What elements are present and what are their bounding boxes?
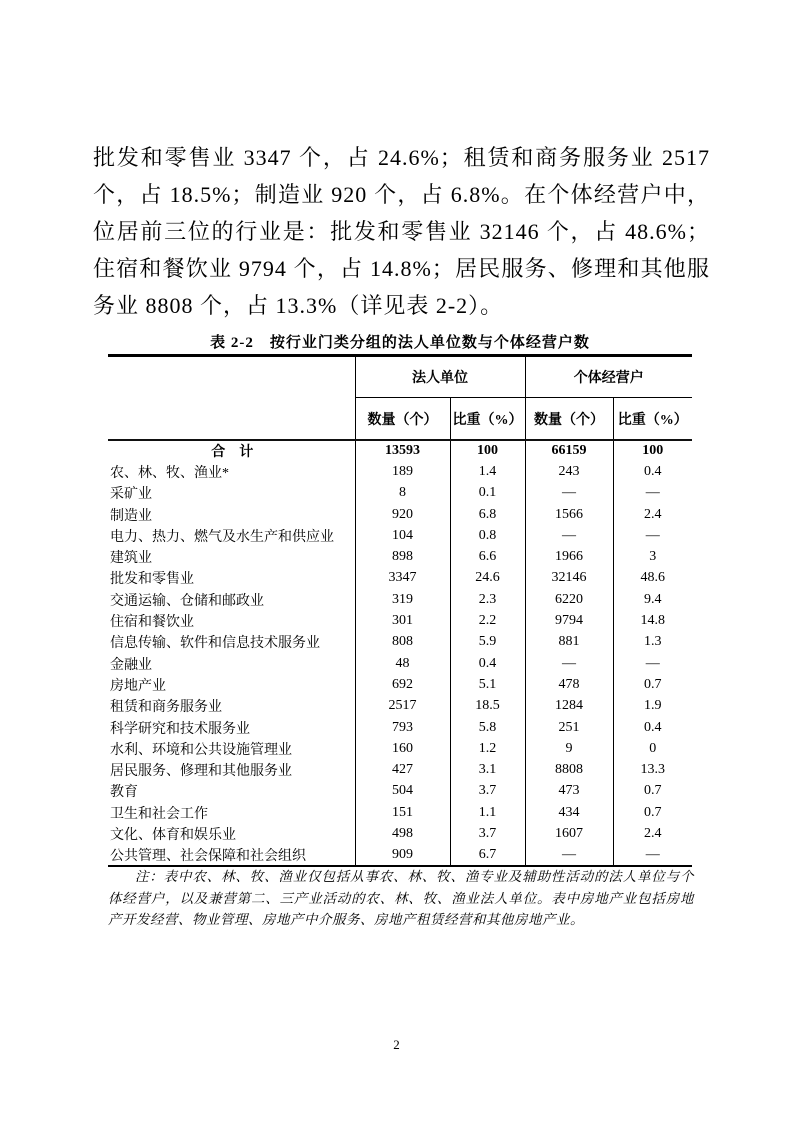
row-label: 金融业 <box>110 657 152 673</box>
value-cell: 48 <box>355 653 450 674</box>
table-row <box>108 823 692 844</box>
value-cell: 5.9 <box>450 632 525 653</box>
table-note: 注：表中农、林、牧、渔业仅包括从事农、林、牧、渔专业及辅助性活动的法人单位与个体经营户，以及兼营第二、三产业活动的农、林、牧、渔业法人单位。表中房地产业包括房地产开发经营、物业管理、房地产中介服务、房地产租赁经营和其他房地产业。 <box>108 869 694 927</box>
table-row <box>108 696 692 717</box>
value-cell: 160 <box>355 738 450 759</box>
value-cell: 104 <box>355 525 450 546</box>
column-group-legal-units: 法人单位 <box>355 356 525 398</box>
value-cell: — <box>613 525 692 546</box>
value-cell: 6220 <box>525 589 613 610</box>
row-label: 水利、环境和公共设施管理业 <box>110 742 292 758</box>
value-cell: — <box>613 845 692 866</box>
value-cell: 0.7 <box>613 802 692 823</box>
header-group-row <box>108 356 692 398</box>
page-number: 2 <box>393 1037 400 1052</box>
row-label: 租赁和商务服务业 <box>110 700 222 716</box>
row-label: 交通运输、仓储和邮政业 <box>110 593 264 609</box>
subheader-self-count: 数量（个） <box>525 398 613 441</box>
value-cell: 9794 <box>525 610 613 631</box>
body-paragraph: 批发和零售业 3347 个，占 24.6%；租赁和商务服务业 2517 个，占 18.5%；制造业 920 个，占 6.8%。在个体经营户中，位居前三位的行业是：批发和零售业 32146 个，占 48.6%；住宿和餐饮业 9794 个，占 14.8%；居民服务、修理和其他服务业 8808 个，占 13.3%（详见表 2-2）。 <box>93 145 710 318</box>
row-label: 文化、体育和娱乐业 <box>110 827 236 843</box>
value-cell: 0.4 <box>450 653 525 674</box>
value-cell: 0.8 <box>450 525 525 546</box>
row-label: 制造业 <box>110 508 152 524</box>
value-cell: 319 <box>355 589 450 610</box>
value-cell: 6.8 <box>450 504 525 525</box>
row-label: 信息传输、软件和信息技术服务业 <box>110 636 320 652</box>
table-row <box>108 717 692 738</box>
value-cell: 2.4 <box>613 504 692 525</box>
value-cell: 0.7 <box>613 781 692 802</box>
value-cell: 1.3 <box>613 632 692 653</box>
value-cell: 0.7 <box>613 674 692 695</box>
value-cell: 3 <box>613 546 692 567</box>
value-cell: 0.1 <box>450 483 525 504</box>
value-cell: 920 <box>355 504 450 525</box>
value-cell: 9 <box>525 738 613 759</box>
value-cell: 3.7 <box>450 823 525 844</box>
value-cell: 909 <box>355 845 450 866</box>
row-label: 教育 <box>110 785 138 801</box>
value-cell: 898 <box>355 546 450 567</box>
table-row <box>108 781 692 802</box>
value-cell: 13.3 <box>613 759 692 780</box>
value-cell: 301 <box>355 610 450 631</box>
value-cell: 1966 <box>525 546 613 567</box>
value-cell: 3.7 <box>450 781 525 802</box>
table-row <box>108 483 692 504</box>
subheader-legal-share: 比重（%） <box>450 398 525 441</box>
table-title: 表 2-2 按行业门类分组的法人单位数与个体经营户数 <box>210 335 590 351</box>
value-cell: — <box>525 525 613 546</box>
value-cell: 2.4 <box>613 823 692 844</box>
value-cell: 8808 <box>525 759 613 780</box>
row-label: 批发和零售业 <box>110 572 194 588</box>
value-cell: 1.4 <box>450 461 525 482</box>
value-cell: 1.9 <box>613 696 692 717</box>
row-label: 采矿业 <box>110 487 152 503</box>
subheader-legal-count: 数量（个） <box>355 398 450 441</box>
value-cell: 1.2 <box>450 738 525 759</box>
table-row <box>108 632 692 653</box>
row-label: 农、林、牧、渔业* <box>110 465 229 481</box>
value-cell: — <box>613 483 692 504</box>
value-cell: 5.8 <box>450 717 525 738</box>
table-row <box>108 674 692 695</box>
value-cell: 504 <box>355 781 450 802</box>
table-row <box>108 568 692 589</box>
value-cell: 24.6 <box>450 568 525 589</box>
value-cell: 2.2 <box>450 610 525 631</box>
value-cell: 808 <box>355 632 450 653</box>
value-cell: — <box>613 653 692 674</box>
row-label: 公共管理、社会保障和社会组织 <box>110 848 306 864</box>
value-cell: 473 <box>525 781 613 802</box>
value-cell: — <box>525 653 613 674</box>
value-cell: 3.1 <box>450 759 525 780</box>
table-row <box>108 759 692 780</box>
value-cell: 478 <box>525 674 613 695</box>
value-cell: 14.8 <box>613 610 692 631</box>
value-cell: 32146 <box>525 568 613 589</box>
value-cell: — <box>525 845 613 866</box>
value-cell: 5.1 <box>450 674 525 695</box>
value-cell: 6.7 <box>450 845 525 866</box>
value-cell: 1566 <box>525 504 613 525</box>
table-row <box>108 802 692 823</box>
table-row <box>108 610 692 631</box>
value-cell: 48.6 <box>613 568 692 589</box>
value-cell: 151 <box>355 802 450 823</box>
column-group-self-employed: 个体经营户 <box>525 356 692 398</box>
table-row <box>108 461 692 482</box>
row-label: 居民服务、修理和其他服务业 <box>110 764 292 780</box>
value-cell: 434 <box>525 802 613 823</box>
value-cell: 498 <box>355 823 450 844</box>
table-row <box>108 504 692 525</box>
value-cell: 1.1 <box>450 802 525 823</box>
table-row <box>108 845 692 866</box>
table-row <box>108 589 692 610</box>
value-cell: 0 <box>613 738 692 759</box>
value-cell: 9.4 <box>613 589 692 610</box>
value-cell: 8 <box>355 483 450 504</box>
industry-statistics-table <box>108 354 692 867</box>
row-label: 住宿和餐饮业 <box>110 615 194 631</box>
value-cell: 66159 <box>525 440 613 461</box>
row-label: 房地产业 <box>110 678 166 694</box>
value-cell: 13593 <box>355 440 450 461</box>
stub-header-cell <box>108 356 355 441</box>
value-cell: 18.5 <box>450 696 525 717</box>
value-cell: 100 <box>613 440 692 461</box>
row-label: 卫生和社会工作 <box>110 806 208 822</box>
value-cell: 692 <box>355 674 450 695</box>
value-cell: 189 <box>355 461 450 482</box>
table-row <box>108 440 692 461</box>
row-label: 电力、热力、燃气及水生产和供应业 <box>110 529 334 545</box>
subheader-self-share: 比重（%） <box>613 398 692 441</box>
row-label: 科学研究和技术服务业 <box>110 721 250 737</box>
value-cell: 251 <box>525 717 613 738</box>
value-cell: 2.3 <box>450 589 525 610</box>
value-cell: 0.4 <box>613 717 692 738</box>
value-cell: 0.4 <box>613 461 692 482</box>
value-cell: 2517 <box>355 696 450 717</box>
value-cell: 881 <box>525 632 613 653</box>
value-cell: 243 <box>525 461 613 482</box>
table-body <box>108 440 692 866</box>
value-cell: 3347 <box>355 568 450 589</box>
table-row <box>108 738 692 759</box>
value-cell: 1607 <box>525 823 613 844</box>
value-cell: 6.6 <box>450 546 525 567</box>
value-cell: 793 <box>355 717 450 738</box>
value-cell: 427 <box>355 759 450 780</box>
value-cell: 100 <box>450 440 525 461</box>
table-row <box>108 546 692 567</box>
row-label: 合 计 <box>211 445 254 461</box>
table-row <box>108 653 692 674</box>
table-header <box>108 356 692 441</box>
table-row <box>108 525 692 546</box>
value-cell: 1284 <box>525 696 613 717</box>
value-cell: — <box>525 483 613 504</box>
row-label: 建筑业 <box>110 551 152 567</box>
